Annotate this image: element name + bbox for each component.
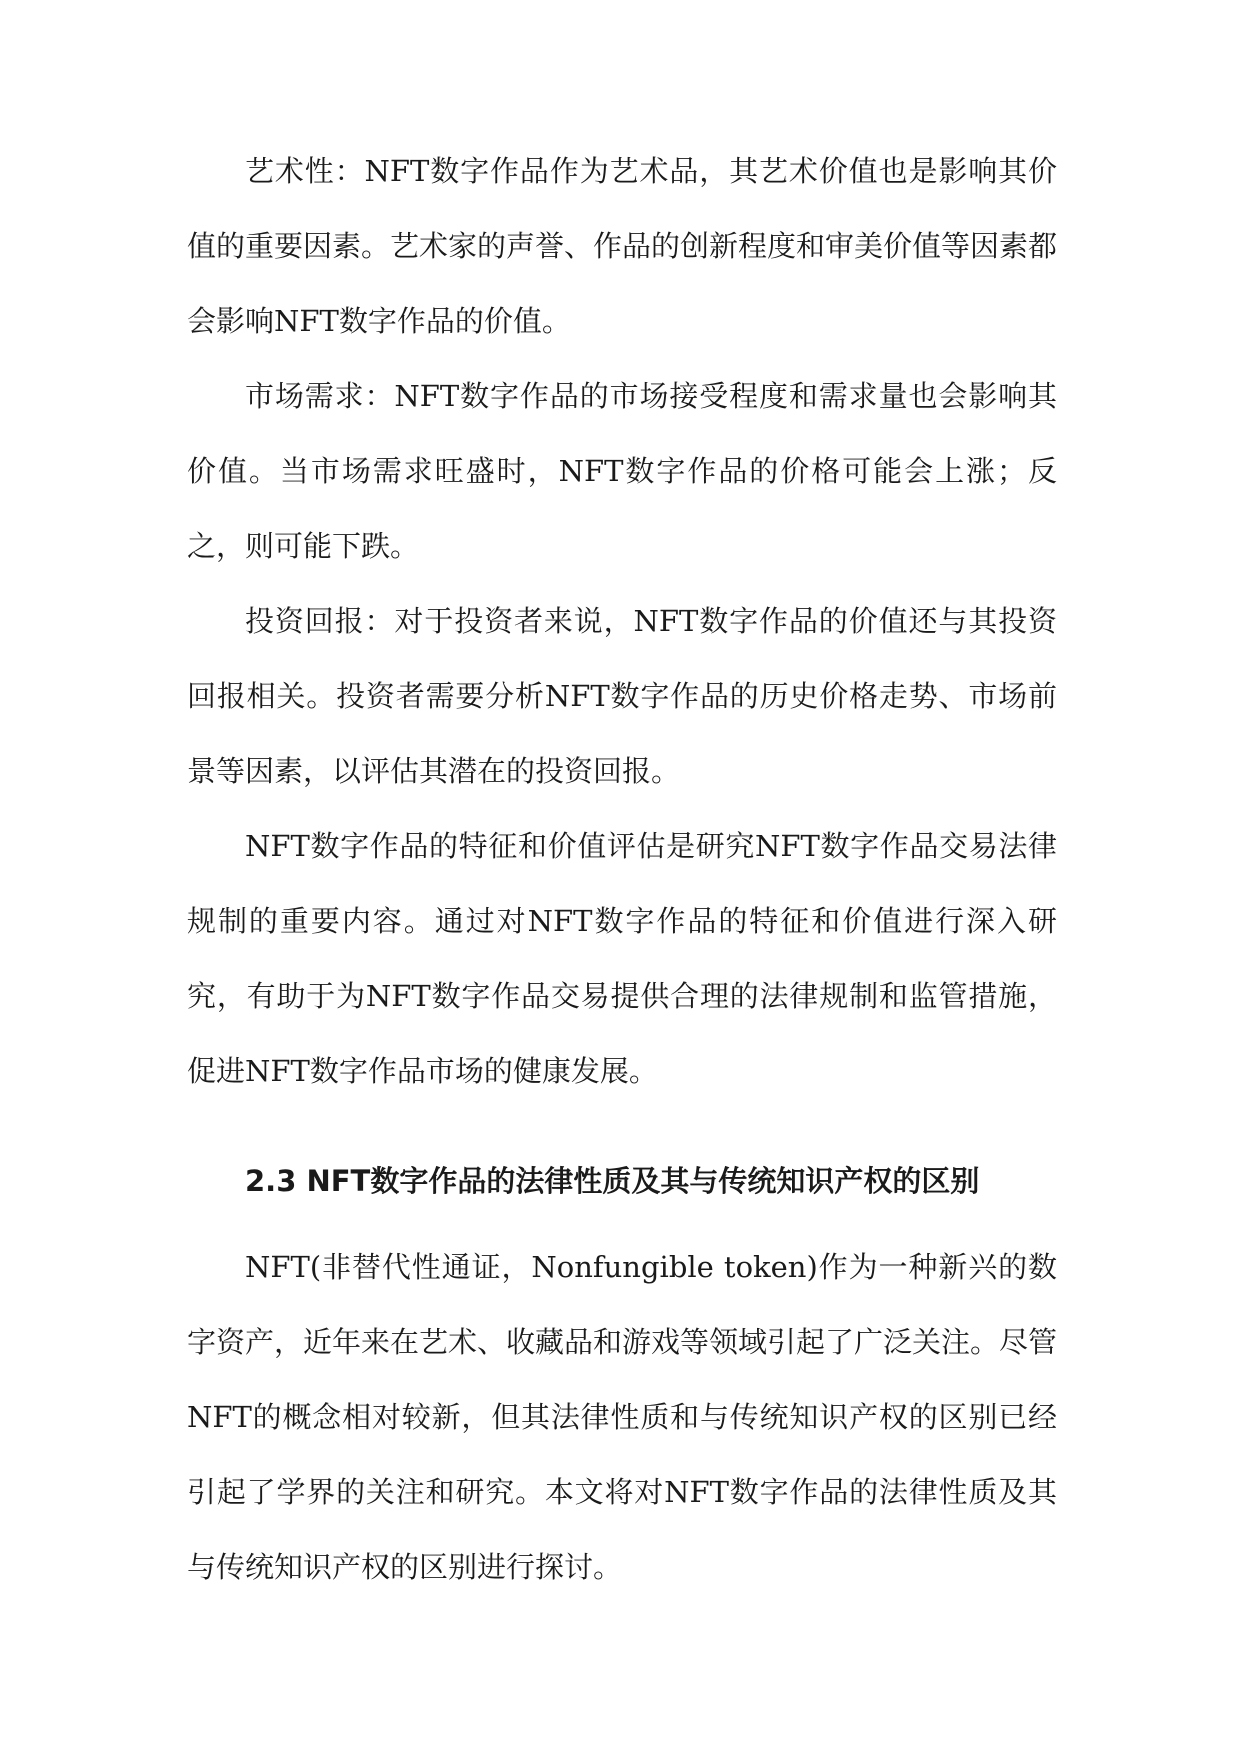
body-text-lower (187, 1230, 1057, 1605)
paragraph-investment-return: 投资回报：对于投资者来说，NFT数字作品的价值还与其投资回报相关。投资者需要分析NFT数字作品的历史价格走势、市场前景等因素，以评估其潜在的投资回报。 (187, 604, 1057, 788)
paragraph-artistry: 艺术性：NFT数字作品作为艺术品，其艺术价值也是影响其价值的重要因素。艺术家的声誉、作品的创新程度和审美价值等因素都会影响NFT数字作品的价值。 (187, 154, 1058, 338)
section-heading: 2.3 NFT数字作品的法律性质及其与传统知识产权的区别 (245, 1164, 980, 1198)
paragraph-summary: NFT数字作品的特征和价值评估是研究NFT数字作品交易法律规制的重要内容。通过对NFT数字作品的特征和价值进行深入研究，有助于为NFT数字作品交易提供合理的法律规制和监管措施，促进NFT数字作品市场的健康发展。 (187, 829, 1057, 1088)
paragraph-market-demand: 市场需求：NFT数字作品的市场接受程度和需求量也会影响其价值。当市场需求旺盛时，NFT数字作品的价格可能会上涨；反之，则可能下跌。 (187, 379, 1057, 563)
body-text-upper (187, 134, 1057, 1109)
paragraph-nft-intro: NFT(非替代性通证，Nonfungible token)作为一种新兴的数字资产，近年来在艺术、收藏品和游戏等领域引起了广泛关注。尽管NFT的概念相对较新，但其法律性质和与传统知识产权的区别已经引起了学界的关注和研究。本文将对NFT数字作品的法律性质及其与传统知识产权的区别进行探讨。 (187, 1250, 1058, 1584)
